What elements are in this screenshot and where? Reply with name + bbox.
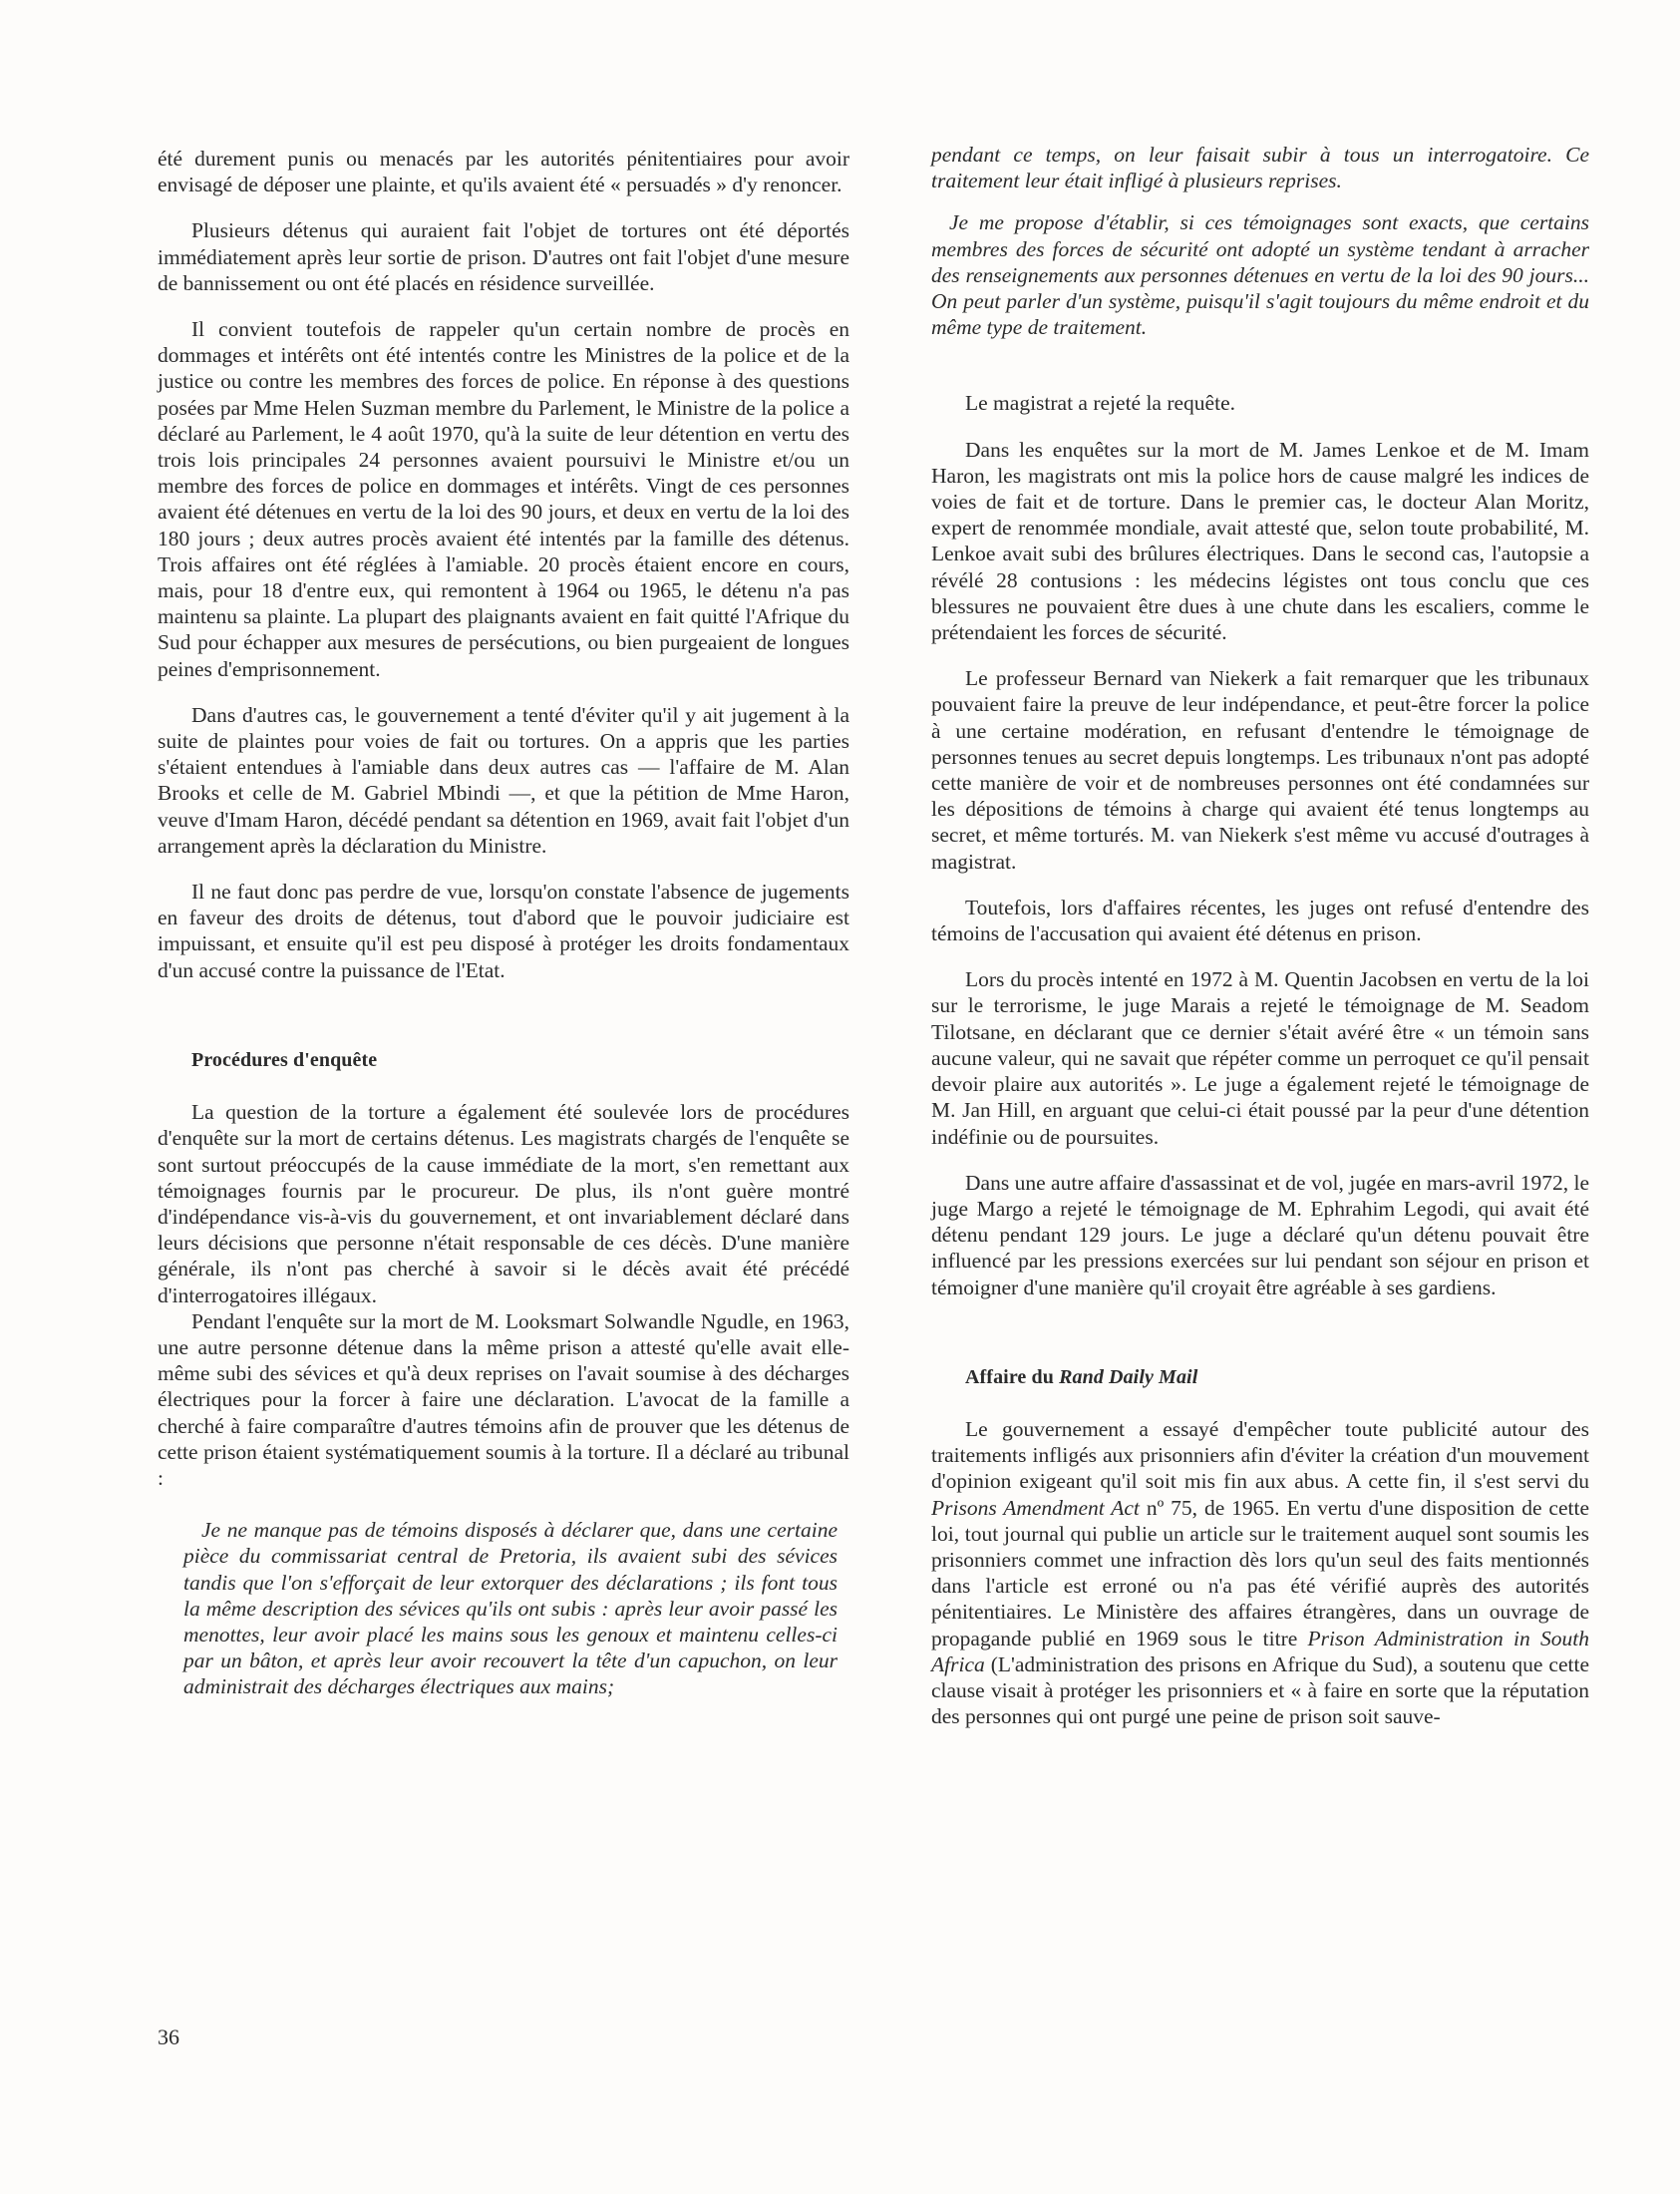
paragraph: Il convient toutefois de rappeler qu'un certain nombre de procès en dommages et intérêts ont été intentés contre les Ministres de la police et de la justice ou contre les membres des forces de police. En réponse à des questions posées par Mme Helen Suzman membre du Parlement, le Ministre de la police a déclaré au Parlement, le 4 août 1970, qu'à la suite de leur détention en vertu des trois lois principales 24 personnes avaient poursuivi le Ministre et/ou un membre des forces de police en dommages et intérêts. Vingt de ces personnes avaient été détenues en vertu de la loi des 90 jours, et deux en vertu de la loi des 180 jours ; deux autres procès avaient été intentés par la famille des détenus. Trois affaires ont été réglées à l'amiable. 20 procès étaient encore en cours, mais, pour 18 d'entre eux, qui remontent à 1964 ou 1965, le détenu n'a pas maintenu sa plainte. La plupart des plaignants avaient en fait quitté l'Afrique du Sud pour échapper aux mesures de persécutions, ou bien purgeaient de longues peines d'emprisonnement. <box>158 317 849 681</box>
paragraph: Plusieurs détenus qui auraient fait l'objet de tortures ont été déportés immédiatement après leur sortie de prison. D'autres ont fait l'objet d'une mesure de bannissement ou ont été placés en résidence surveillée. <box>158 218 849 295</box>
paragraph: Dans une autre affaire d'assassinat et de vol, jugée en mars-avril 1972, le juge Margo a rejeté le témoignage de M. Ephrahim Legodi, qui avait été détenu pendant 129 jours. Le juge a déclaré qu'un détenu pouvait être influencé par les pressions exercées sur lui pendant son séjour en prison et témoigner d'une manière qu'il croyait être agréable à ses gardiens. <box>931 1170 1589 1299</box>
paragraph: Dans les enquêtes sur la mort de M. James Lenkoe et de M. Imam Haron, les magistrats ont mis la police hors de cause malgré les indices de voies de fait et de torture. Dans le premier cas, le docteur Alan Moritz, expert de renommée mondiale, avait attesté que, selon toute probabilité, M. Lenkoe avait subi des brûlures électriques. Dans le second cas, l'autopsie a révélé 28 contusions : les médecins légistes ont tous conclu que ces blessures ne pouvaient être dues à une chute dans les escaliers, comme le prétendaient les forces de sécurité. <box>931 437 1589 645</box>
paragraph: été durement punis ou menacés par les autorités pénitentiaires pour avoir envisagé de déposer une plainte, et qu'ils avaient été « persuadés » d'y renoncer. <box>158 147 849 197</box>
paragraph: Lors du procès intenté en 1972 à M. Quentin Jacobsen en vertu de la loi sur le terrorisme, le juge Marais a rejeté le témoignage de M. Seadom Tilotsane, en déclarant que ce dernier s'était avéré être « un témoin sans aucune valeur, qui ne savait que répéter comme un perroquet ce qu'il pensait devoir plaire aux autorités ». Le juge a également rejeté le témoignage de M. Jan Hill, en arguant que celui-ci était poussé par la peur d'une détention indéfinie ou de poursuites. <box>931 967 1589 1149</box>
left-column <box>158 146 849 1720</box>
act-title: Prisons Amendment Act <box>931 1495 1140 1520</box>
heading-newspaper-name: Rand Daily Mail <box>1059 1365 1198 1388</box>
quote-text: Je me propose d'établir, si ces témoignages sont exacts, que certains membres des forces de sécurité ont adopté un système tendant à arracher des renseignements aux personnes détenues en vertu de la loi des 90 jours... On peut parler d'un système, puisqu'il s'agit toujours du même endroit et du même type de traitement. <box>931 210 1589 340</box>
page-number: 36 <box>158 2024 179 2049</box>
quote-text: pendant ce temps, on leur faisait subir à tous un interrogatoire. Ce traitement leur était infligé à plusieurs reprises. <box>931 143 1589 193</box>
right-column <box>931 142 1589 1749</box>
book-title: Prison Administration in South Africa <box>931 1626 1589 1676</box>
section-heading: Procédures d'enquête <box>191 1048 378 1071</box>
paragraph: Toutefois, lors d'affaires récentes, les juges ont refusé d'entendre des témoins de l'accusation qui avaient été détenus en prison. <box>931 895 1589 946</box>
paragraph: Pendant l'enquête sur la mort de M. Looksmart Solwandle Ngudle, en 1963, une autre personne détenue dans la même prison a attesté qu'elle avait elle-même subi des sévices et qu'à deux reprises on l'avait soumise à des décharges électriques pour la forcer à faire une déclaration. L'avocat de la famille a cherché à faire comparaître d'autres témoins afin de prouver que les détenus de cette prison étaient systématiquement soumis à la torture. Il a déclaré au tribunal : <box>158 1308 849 1490</box>
block-quote <box>931 142 1589 340</box>
paragraph <box>931 1416 1589 1729</box>
section-heading <box>965 1364 1589 1390</box>
quote-text: Je ne manque pas de témoins disposés à déclarer que, dans une certaine pièce du commissariat central de Pretoria, ils avaient subi des sévices tandis que l'on s'efforçait de leur extorquer des déclarations ; ils font tous la même description des sévices qu'ils ont subis : après leur avoir passé les menottes, leur avoir placé les mains sous les genoux et maintenu celles-ci par un bâton, et après leur avoir recouvert la tête d'un capuchon, on leur administrait des décharges électriques aux mains; <box>183 1518 838 1699</box>
paragraph: Le professeur Bernard van Niekerk a fait remarquer que les tribunaux pouvaient faire la preuve de leur indépendance, et peut-être forcer la police à une certaine modération, en refusant d'entendre le témoignage de personnes tenues au secret depuis longtemps. Les tribunaux n'ont pas adopté cette manière de voir et de nombreuses personnes ont été condamnées sur les dépositions de témoins à charge qui avaient été tenus longtemps au secret, et même torturés. M. van Niekerk s'est même vu accusé d'outrages à magistrat. <box>931 666 1589 874</box>
paragraph: Il ne faut donc pas perdre de vue, lorsqu'on constate l'absence de jugements en faveur des droits de détenus, tout d'abord que le pouvoir judiciaire est impuissant, et ensuite qu'il est peu disposé à protéger les droits fondamentaux d'un accusé contre la puissance de l'Etat. <box>158 880 849 982</box>
paragraph-text: Le gouvernement a essayé d'empêcher toute publicité autour des traitements infligés aux prisonniers afin d'éviter la création d'un mouvement d'opinion exigeant qu'il soit mis fin aux abus. A cette fin, il s'est servi du <box>931 1416 1589 1494</box>
paragraph: La question de la torture a également été soulevée lors de procédures d'enquête sur la mort de certains détenus. Les magistrats chargés de l'enquête se sont surtout préoccupés de la cause immédiate de la mort, s'en remettant aux témoignages fournis par le procureur. De plus, ils n'ont guère montré d'indépendance vis-à-vis du gouvernement, et ont invariablement déclaré dans leurs décisions que personne n'était responsable de ces décès. D'une manière générale, ils n'ont pas cherché à savoir si le décès avait été précédé d'interrogatoires illégaux. <box>158 1100 849 1307</box>
block-quote <box>158 1517 849 1699</box>
paragraph-text: (L'administration des prisons en Afrique du Sud), a soutenu que cette clause visait à protéger les prisonniers et « à faire en sorte que la réputation des personnes qui ont purgé une peine de prison soit sauve- <box>931 1651 1589 1729</box>
heading-text: Affaire du <box>965 1365 1060 1388</box>
paragraph: Le magistrat a rejeté la requête. <box>965 391 1235 416</box>
paragraph: Dans d'autres cas, le gouvernement a tenté d'éviter qu'il y ait jugement à la suite de plaintes pour voies de fait ou tortures. On a appris que les parties s'étaient entendues à l'amiable dans deux autres cas — l'affaire de M. Alan Brooks et celle de M. Gabriel Mbindi —, et que la pétition de Mme Haron, veuve d'Imam Haron, décédé pendant sa détention en 1969, avait fait l'objet d'un arrangement après la déclaration du Ministre. <box>158 702 849 858</box>
paragraph-text: nº 75, de 1965. En vertu d'une disposition de cette loi, tout journal qui publie un article sur le traitement auquel sont soumis les prisonniers commet une infraction dès lors qu'un seul des faits mentionnés dans l'article est erroné ou n'a pas été vérifié auprès des autorités pénitentiaires. Le Ministère des affaires étrangères, dans un ouvrage de propagande publié en 1969 sous le titre <box>931 1495 1589 1650</box>
